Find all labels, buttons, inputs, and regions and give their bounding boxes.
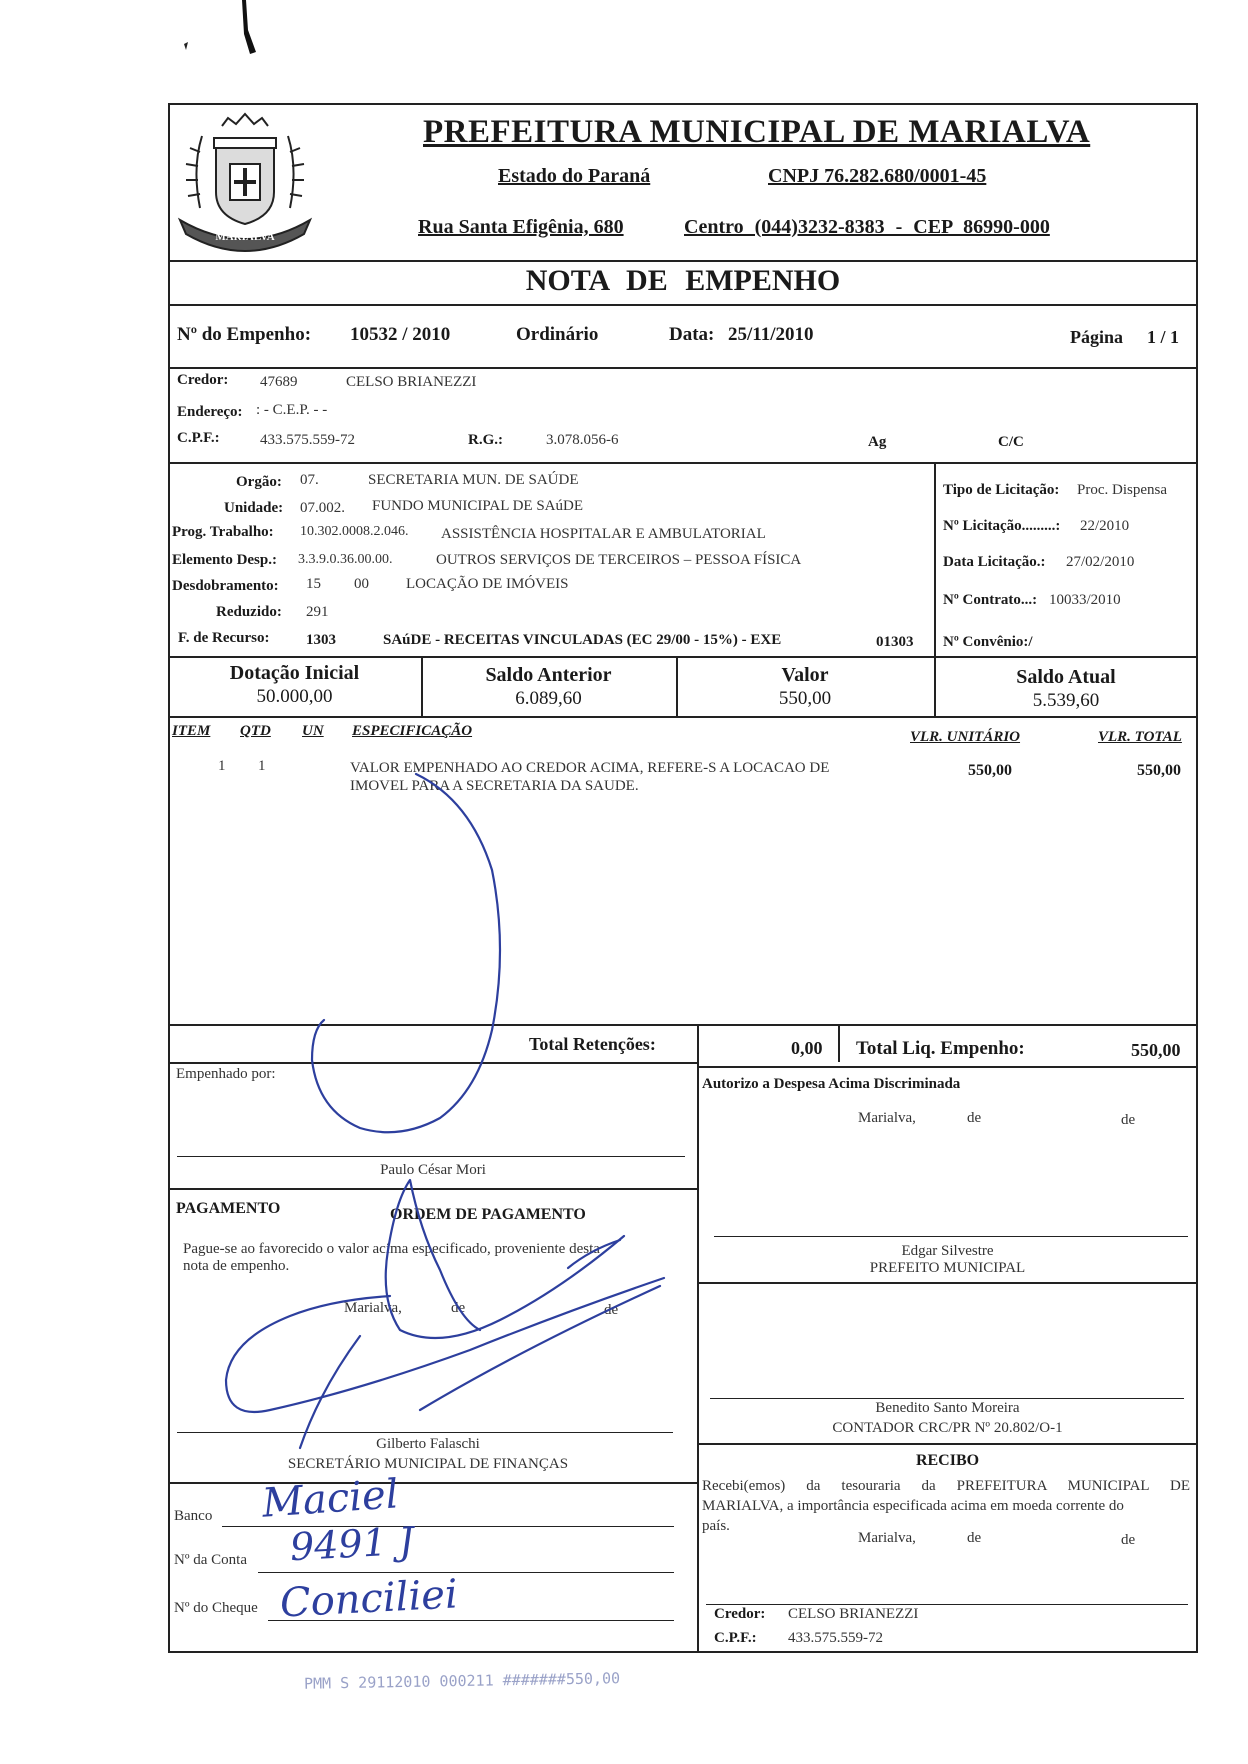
col-total-header: VLR. TOTAL bbox=[1098, 729, 1182, 745]
contact-text: Centro (044)3232-8383 - CEP 86990-000 bbox=[684, 216, 1050, 238]
elemento-desc: OUTROS SERVIÇOS DE TERCEIROS – PESSOA FÍSICA bbox=[436, 552, 802, 568]
empenhado-por-label: Empenhado por: bbox=[176, 1066, 276, 1082]
prefeito-name: Edgar Silvestre bbox=[901, 1243, 994, 1259]
payment-stamp: PMM S 29112010 000211 #######550,00 bbox=[303, 1669, 621, 1693]
estado-text: Estado do Paraná bbox=[498, 165, 651, 187]
col-un-header: UN bbox=[302, 723, 324, 739]
cpf-label: C.P.F.: bbox=[177, 430, 220, 446]
recibo-text-line1: Recebi(emos) da tesouraria da PREFEITURA MUNICIPAL DE bbox=[702, 1478, 1190, 1494]
reduzido-label: Reduzido: bbox=[216, 604, 282, 620]
page-label: Página bbox=[1070, 327, 1124, 347]
saldo-anterior-value: 6.089,60 bbox=[515, 688, 582, 709]
num-licitacao-value: 22/2010 bbox=[1080, 518, 1130, 534]
reduzido-value: 291 bbox=[306, 604, 329, 620]
unidade-desc: FUNDO MUNICIPAL DE SAúDE bbox=[372, 498, 583, 514]
cnpj-text: CNPJ 76.282.680/0001-45 bbox=[768, 165, 987, 187]
contador-title: CONTADOR CRC/PR Nº 20.802/O-1 bbox=[832, 1420, 1063, 1436]
desdobramento-desc: LOCAÇÃO DE IMÓVEIS bbox=[406, 576, 569, 592]
numero-conta-label: Nº da Conta bbox=[174, 1552, 247, 1568]
credor-code: 47689 bbox=[260, 374, 298, 390]
fonte-recurso-number: 01303 bbox=[876, 634, 914, 650]
address-text: Rua Santa Efigênia, 680 bbox=[418, 216, 624, 238]
item-row-espec-line2: IMOVEL PARA A SECRETARIA DA SAUDE. bbox=[350, 778, 639, 794]
empenho-date-label: Data: bbox=[669, 324, 715, 345]
contador-name: Benedito Santo Moreira bbox=[875, 1400, 1020, 1416]
crest-text: MARIALVA bbox=[215, 231, 275, 243]
recibo-credor-name: CELSO BRIANEZZI bbox=[788, 1606, 919, 1622]
col-qtd-header: QTD bbox=[240, 723, 271, 739]
fonte-recurso-code: 1303 bbox=[306, 632, 336, 648]
col-unit-header: VLR. UNITÁRIO bbox=[910, 729, 1021, 745]
empenho-date: 25/11/2010 bbox=[728, 324, 814, 345]
total-liquido-label: Total Liq. Empenho: bbox=[856, 1038, 1025, 1059]
autorizo-label: Autorizo a Despesa Acima Discriminada bbox=[702, 1076, 961, 1092]
conta-handwriting: 9491 J bbox=[288, 1518, 416, 1570]
conta-corrente-label: C/C bbox=[998, 434, 1024, 450]
doc-title: NOTA DE EMPENHO bbox=[525, 264, 841, 297]
col-item-header: ITEM bbox=[172, 723, 211, 739]
prog-trabalho-code: 10.302.0008.2.046. bbox=[300, 524, 409, 539]
item-row-total-value: 550,00 bbox=[1137, 762, 1181, 779]
valor-value: 550,00 bbox=[778, 688, 832, 709]
fonte-recurso-desc: SAúDE - RECEITAS VINCULADAS (EC 29/00 - 15%) - EXE bbox=[383, 632, 782, 648]
total-retencoes-value: 0,00 bbox=[791, 1038, 823, 1058]
cheque-handwriting: Conciliei bbox=[278, 1571, 459, 1627]
contrato-label: Nº Contrato...: bbox=[943, 592, 1038, 608]
ordem-de-1: de bbox=[451, 1300, 466, 1316]
pagamento-label: PAGAMENTO bbox=[176, 1200, 281, 1217]
empenho-number-label: Nº do Empenho: bbox=[177, 324, 312, 345]
orgao-code: 07. bbox=[300, 472, 319, 488]
prog-trabalho-desc: ASSISTÊNCIA HOSPITALAR E AMBULATORIAL bbox=[441, 526, 766, 542]
ordem-pagamento-label: ORDEM DE PAGAMENTO bbox=[390, 1206, 586, 1223]
tipo-licitacao-value: Proc. Dispensa bbox=[1077, 482, 1167, 498]
empenhado-por-name: Paulo César Mori bbox=[380, 1162, 486, 1178]
ordem-de-2: de bbox=[604, 1302, 619, 1318]
item-row-qtd: 1 bbox=[258, 758, 266, 774]
unidade-label: Unidade: bbox=[224, 500, 284, 516]
saldo-atual-value: 5.539,60 bbox=[1032, 690, 1100, 711]
total-retencoes-label: Total Retenções: bbox=[529, 1034, 656, 1054]
numero-cheque-label: Nº do Cheque bbox=[174, 1600, 258, 1616]
dotacao-inicial-value: 50.000,00 bbox=[256, 686, 333, 707]
ordem-local: Marialva, bbox=[344, 1300, 402, 1316]
banco-label: Banco bbox=[174, 1508, 213, 1524]
cpf-value: 433.575.559-72 bbox=[260, 432, 355, 448]
total-liquido-value: 550,00 bbox=[1131, 1040, 1181, 1060]
orgao-desc: SECRETARIA MUN. DE SAÚDE bbox=[368, 472, 579, 488]
recibo-cpf-label: C.P.F.: bbox=[714, 1630, 757, 1646]
recibo-cpf-value: 433.575.559-72 bbox=[788, 1630, 883, 1646]
rg-value: 3.078.056-6 bbox=[546, 432, 619, 448]
recibo-de-1: de bbox=[967, 1530, 982, 1546]
valor-label: Valor bbox=[781, 664, 829, 686]
recibo-title: RECIBO bbox=[915, 1452, 980, 1469]
tipo-licitacao-label: Tipo de Licitação: bbox=[943, 482, 1060, 498]
endereco-label: Endereço: bbox=[177, 404, 243, 420]
unidade-code: 07.002. bbox=[300, 500, 345, 516]
saldo-atual-label: Saldo Atual bbox=[1016, 666, 1116, 688]
convenio-label: Nº Convênio:/ bbox=[943, 634, 1033, 650]
recibo-text-line2: MARIALVA, a importância especificada acima em moeda corrente do bbox=[702, 1498, 1124, 1514]
agencia-label: Ag bbox=[868, 434, 887, 450]
desdobramento-code-1: 15 bbox=[306, 576, 321, 592]
desdobramento-label: Desdobramento: bbox=[172, 578, 279, 594]
ordem-texto-line1: Pague-se ao favorecido o valor acima especificado, proveniente desta bbox=[183, 1241, 600, 1257]
fonte-recurso-label: F. de Recurso: bbox=[178, 630, 270, 646]
endereco-value: : - C.E.P. - - bbox=[256, 402, 328, 418]
autorizo-de-2: de bbox=[1121, 1112, 1136, 1128]
recibo-credor-label: Credor: bbox=[714, 1606, 766, 1622]
recibo-local: Marialva, bbox=[858, 1530, 916, 1546]
credor-name: CELSO BRIANEZZI bbox=[346, 374, 477, 390]
desdobramento-code-2: 00 bbox=[354, 576, 369, 592]
item-row-unit-value: 550,00 bbox=[968, 762, 1012, 779]
autorizo-de-1: de bbox=[967, 1110, 982, 1126]
prog-trabalho-label: Prog. Trabalho: bbox=[172, 524, 274, 540]
rg-label: R.G.: bbox=[468, 432, 503, 448]
dotacao-inicial-label: Dotação Inicial bbox=[229, 662, 360, 684]
page-title: PREFEITURA MUNICIPAL DE MARIALVA bbox=[423, 114, 1091, 150]
item-row-number: 1 bbox=[218, 758, 226, 774]
empenho-number: 10532 / 2010 bbox=[350, 324, 451, 345]
orgao-label: Orgão: bbox=[236, 474, 282, 490]
recibo-de-2: de bbox=[1121, 1532, 1136, 1548]
secretario-name: Gilberto Falaschi bbox=[376, 1436, 480, 1452]
item-row-espec-line1: VALOR EMPENHADO AO CREDOR ACIMA, REFERE-S A LOCACAO DE bbox=[350, 760, 830, 776]
col-espec-header: ESPECIFICAÇÃO bbox=[352, 723, 473, 739]
banco-handwriting: Maciel bbox=[260, 1471, 400, 1527]
elemento-code: 3.3.9.0.36.00.00. bbox=[298, 552, 393, 567]
secretario-title: SECRETÁRIO MUNICIPAL DE FINANÇAS bbox=[287, 1456, 569, 1472]
num-licitacao-label: Nº Licitação.........: bbox=[943, 518, 1061, 534]
prefeito-title: PREFEITO MUNICIPAL bbox=[869, 1260, 1026, 1276]
data-licitacao-label: Data Licitação.: bbox=[943, 554, 1046, 570]
data-licitacao-value: 27/02/2010 bbox=[1066, 554, 1135, 570]
empenho-type: Ordinário bbox=[516, 324, 599, 345]
credor-label: Credor: bbox=[177, 372, 229, 388]
elemento-label: Elemento Desp.: bbox=[172, 552, 277, 568]
saldo-anterior-label: Saldo Anterior bbox=[485, 664, 612, 686]
autorizo-local: Marialva, bbox=[858, 1110, 916, 1126]
contrato-value: 10033/2010 bbox=[1049, 592, 1121, 608]
ordem-texto-line2: nota de empenho. bbox=[183, 1258, 290, 1274]
recibo-text-line3: país. bbox=[702, 1518, 730, 1534]
page-number: 1 / 1 bbox=[1147, 327, 1180, 347]
